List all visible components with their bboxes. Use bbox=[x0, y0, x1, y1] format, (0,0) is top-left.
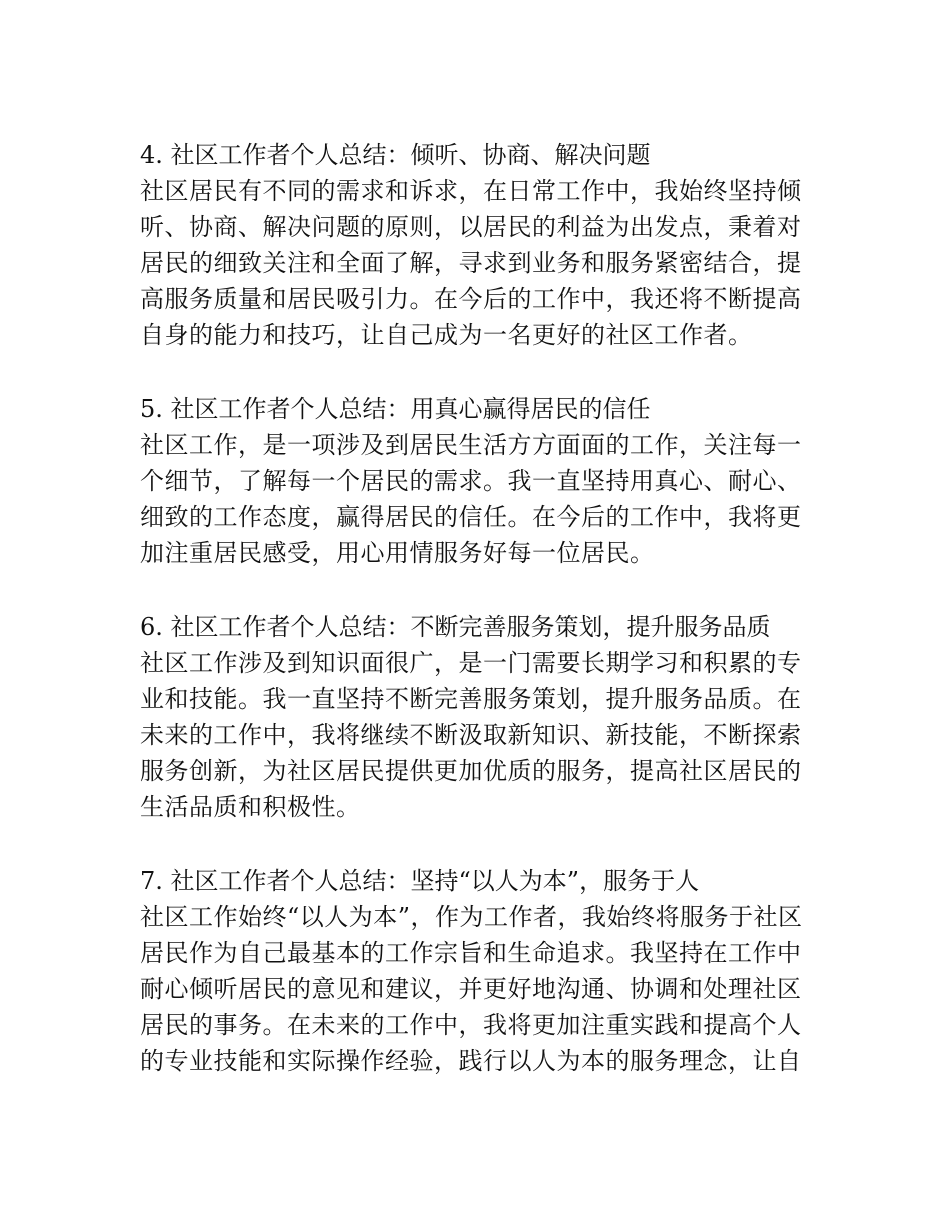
paragraph-line: 居民的事务。在未来的工作中，我将更加注重实践和提高个人 bbox=[140, 1011, 802, 1039]
section-heading: 5. 社区工作者个人总结：用真心赢得居民的信任 bbox=[140, 395, 651, 423]
section-4 bbox=[140, 137, 815, 353]
paragraph-line: 高服务质量和居民吸引力。在今后的工作中，我还将不断提高 bbox=[140, 285, 802, 313]
document-page bbox=[140, 137, 815, 1117]
paragraph-line: 的专业技能和实际操作经验，践行以人为本的服务理念，让自 bbox=[140, 1047, 802, 1075]
paragraph-line: 未来的工作中，我将继续不断汲取新知识、新技能，不断探索 bbox=[140, 721, 802, 749]
section-5 bbox=[140, 391, 815, 571]
paragraph-line: 自身的能力和技巧，让自己成为一名更好的社区工作者。 bbox=[140, 321, 753, 349]
section-heading: 6. 社区工作者个人总结：不断完善服务策划，提升服务品质 bbox=[140, 613, 771, 641]
paragraph-line: 耐心倾听居民的意见和建议，并更好地沟通、协调和处理社区 bbox=[140, 975, 802, 1003]
paragraph-line: 社区工作涉及到知识面很广，是一门需要长期学习和积累的专 bbox=[140, 649, 802, 677]
section-7 bbox=[140, 863, 815, 1079]
paragraph-line: 社区工作，是一项涉及到居民生活方方面面的工作，关注每一 bbox=[140, 431, 802, 459]
paragraph-line: 居民的细致关注和全面了解，寻求到业务和服务紧密结合，提 bbox=[140, 249, 802, 277]
section-heading: 4. 社区工作者个人总结：倾听、协商、解决问题 bbox=[140, 141, 651, 169]
section-6 bbox=[140, 609, 815, 825]
section-heading: 7. 社区工作者个人总结：坚持“以人为本”，服务于人 bbox=[140, 867, 700, 895]
paragraph-line: 社区工作始终“以人为本”，作为工作者，我始终将服务于社区 bbox=[140, 903, 803, 931]
paragraph-line: 居民作为自己最基本的工作宗旨和生命追求。我坚持在工作中 bbox=[140, 939, 802, 967]
paragraph-line: 细致的工作态度，赢得居民的信任。在今后的工作中，我将更 bbox=[140, 503, 802, 531]
paragraph-line: 个细节，了解每一个居民的需求。我一直坚持用真心、耐心、 bbox=[140, 467, 802, 495]
paragraph-line: 加注重居民感受，用心用情服务好每一位居民。 bbox=[140, 539, 655, 567]
paragraph-line: 社区居民有不同的需求和诉求，在日常工作中，我始终坚持倾 bbox=[140, 177, 802, 205]
paragraph-line: 业和技能。我一直坚持不断完善服务策划，提升服务品质。在 bbox=[140, 685, 802, 713]
paragraph-line: 服务创新，为社区居民提供更加优质的服务，提高社区居民的 bbox=[140, 757, 802, 785]
paragraph-line: 生活品质和积极性。 bbox=[140, 793, 361, 821]
paragraph-line: 听、协商、解决问题的原则，以居民的利益为出发点，秉着对 bbox=[140, 213, 802, 241]
